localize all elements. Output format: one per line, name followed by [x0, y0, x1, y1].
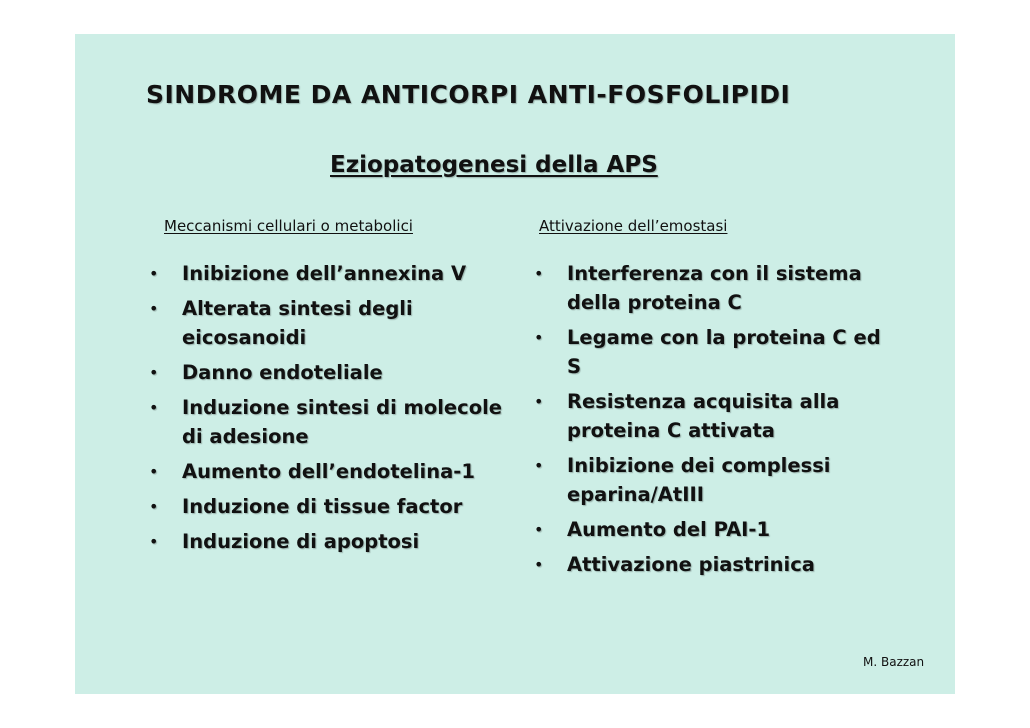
- list-item: [146, 259, 516, 288]
- right-bullet-list: [531, 259, 891, 585]
- list-item: [531, 259, 891, 317]
- bullet-icon: •: [534, 328, 544, 347]
- list-item: [531, 451, 891, 509]
- bullet-icon: •: [534, 264, 544, 283]
- list-item-text: Inibizione dell’annexina V: [182, 262, 467, 285]
- list-item-text: Inibizione dei complessi eparina/AtIII: [567, 454, 831, 506]
- slide-subtitle: Eziopatogenesi della APS: [330, 152, 658, 178]
- left-column-heading: Meccanismi cellulari o metabolici: [164, 217, 413, 235]
- list-item: [146, 527, 516, 556]
- bullet-icon: •: [534, 520, 544, 539]
- list-item-text: Attivazione piastrinica: [567, 553, 815, 576]
- list-item-text: Danno endoteliale: [182, 361, 383, 384]
- list-item-text: Aumento del PAI-1: [567, 518, 771, 541]
- list-item: [146, 358, 516, 387]
- list-item: [531, 323, 891, 381]
- list-item-text: Alterata sintesi degli eicosanoidi: [182, 297, 413, 349]
- list-item: [146, 492, 516, 521]
- list-item-text: Induzione di tissue factor: [182, 495, 463, 518]
- bullet-icon: •: [534, 392, 544, 411]
- bullet-icon: •: [149, 532, 159, 551]
- list-item: [146, 393, 516, 451]
- list-item-text: Legame con la proteina C ed S: [567, 326, 881, 378]
- list-item-text: Induzione di apoptosi: [182, 530, 420, 553]
- list-item-text: Resistenza acquisita alla proteina C attivata: [567, 390, 840, 442]
- bullet-icon: •: [149, 264, 159, 283]
- right-column-heading: Attivazione dell’emostasi: [539, 217, 728, 235]
- list-item-text: Aumento dell’endotelina-1: [182, 460, 475, 483]
- bullet-icon: •: [149, 398, 159, 417]
- left-bullet-list: [146, 259, 516, 562]
- bullet-icon: •: [149, 497, 159, 516]
- list-item: [146, 294, 516, 352]
- author-credit: M. Bazzan: [863, 655, 925, 669]
- bullet-icon: •: [149, 299, 159, 318]
- bullet-icon: •: [534, 456, 544, 475]
- bullet-icon: •: [149, 462, 159, 481]
- list-item: [531, 387, 891, 445]
- bullet-icon: •: [149, 363, 159, 382]
- list-item: [531, 515, 891, 544]
- bullet-icon: •: [534, 555, 544, 574]
- list-item: [146, 457, 516, 486]
- list-item-text: Induzione sintesi di molecole di adesione: [182, 396, 503, 448]
- list-item-text: Interferenza con il sistema della proteina C: [567, 262, 862, 314]
- list-item: [531, 550, 891, 579]
- slide-title: SINDROME DA ANTICORPI ANTI-FOSFOLIPIDI: [146, 80, 791, 109]
